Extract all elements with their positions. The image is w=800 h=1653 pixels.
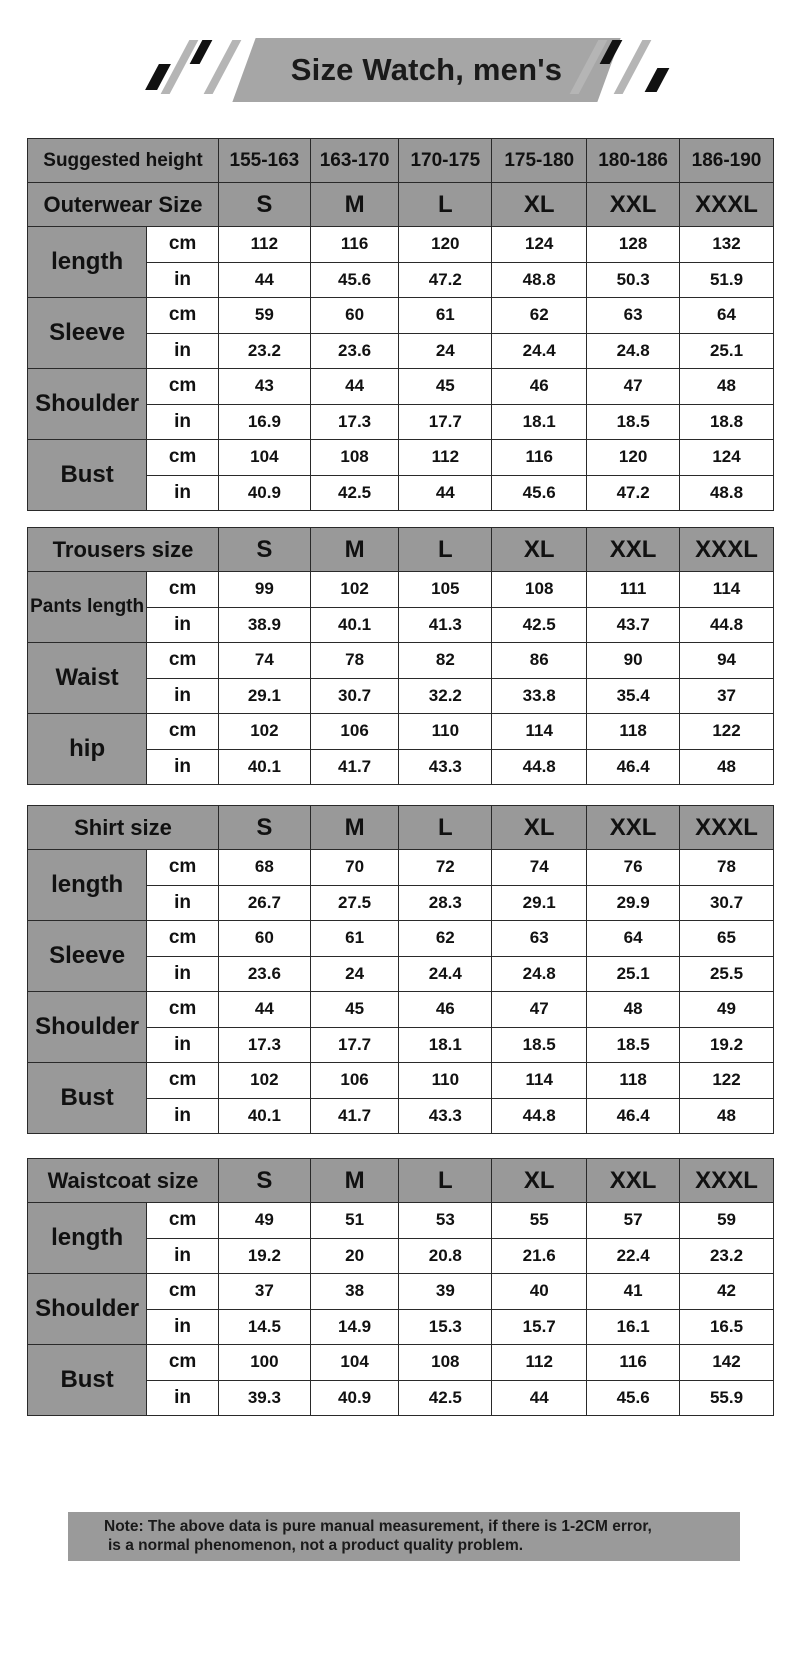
measure-value: 38: [310, 1274, 399, 1310]
measure-value: 18.5: [587, 404, 680, 440]
measure-value: 46: [399, 992, 492, 1028]
size-label: S: [218, 1159, 310, 1203]
measure-value: 49: [680, 992, 774, 1028]
measure-value: 116: [587, 1345, 680, 1381]
table-row: [28, 1063, 774, 1099]
measure-value: 99: [218, 572, 310, 608]
measure-value: 59: [218, 298, 310, 334]
measure-value: 53: [399, 1203, 492, 1239]
measure-value: 94: [680, 643, 774, 679]
size-label: S: [218, 806, 310, 850]
measure-value: 55: [492, 1203, 587, 1239]
height-label: Suggested height: [28, 139, 219, 183]
measure-value: 44: [218, 992, 310, 1028]
measure-value: 40: [492, 1274, 587, 1310]
size-label: XXL: [587, 183, 680, 227]
table-row: [28, 369, 774, 405]
measure-value: 32.2: [399, 678, 492, 714]
measure-value: 23.6: [218, 956, 310, 992]
size-header-row: [28, 1159, 774, 1203]
table-row: [28, 1345, 774, 1381]
measure-value: 108: [399, 1345, 492, 1381]
measure-value: 114: [492, 1063, 587, 1099]
measure-value: 110: [399, 1063, 492, 1099]
measure-value: 48: [680, 749, 774, 785]
section-title: Waistcoat size: [28, 1159, 219, 1203]
unit-label: cm: [147, 1345, 219, 1381]
measure-value: 41: [587, 1274, 680, 1310]
measure-value: 41.7: [310, 749, 399, 785]
size-label: M: [310, 1159, 399, 1203]
measure-value: 70: [310, 850, 399, 886]
unit-label: in: [147, 1098, 219, 1134]
size-label: XXL: [587, 1159, 680, 1203]
section-title: Outerwear Size: [28, 183, 219, 227]
measure-value: 47: [587, 369, 680, 405]
unit-label: in: [147, 678, 219, 714]
measure-name: Sleeve: [28, 921, 147, 992]
measure-value: 41.7: [310, 1098, 399, 1134]
measure-value: 37: [680, 678, 774, 714]
unit-label: in: [147, 1027, 219, 1063]
measure-value: 45: [310, 992, 399, 1028]
table-row: [28, 643, 774, 679]
measure-value: 100: [218, 1345, 310, 1381]
unit-label: in: [147, 956, 219, 992]
measure-value: 40.9: [218, 475, 310, 511]
measure-value: 28.3: [399, 885, 492, 921]
measure-value: 27.5: [310, 885, 399, 921]
table-row: [28, 850, 774, 886]
size-label: S: [218, 528, 310, 572]
note-line-1: Note: The above data is pure manual measurement, if there is 1-2CM error,: [104, 1518, 652, 1535]
measure-name: length: [28, 850, 147, 921]
measure-value: 102: [310, 572, 399, 608]
measure-value: 17.3: [218, 1027, 310, 1063]
measure-value: 46.4: [587, 749, 680, 785]
height-range: 186-190: [680, 139, 774, 183]
measure-value: 44.8: [680, 607, 774, 643]
measure-value: 104: [310, 1345, 399, 1381]
size-label: L: [399, 528, 492, 572]
measure-value: 47: [492, 992, 587, 1028]
height-range: 175-180: [492, 139, 587, 183]
measure-value: 78: [680, 850, 774, 886]
unit-label: in: [147, 333, 219, 369]
table-row: [28, 440, 774, 476]
measure-value: 118: [587, 1063, 680, 1099]
measure-value: 122: [680, 714, 774, 750]
measure-value: 18.1: [399, 1027, 492, 1063]
measure-value: 17.3: [310, 404, 399, 440]
measure-value: 108: [310, 440, 399, 476]
size-label: XXXL: [680, 528, 774, 572]
measure-value: 45.6: [587, 1380, 680, 1416]
measure-name: Pants length: [28, 572, 147, 643]
measure-value: 74: [218, 643, 310, 679]
banner-stripe-left: [204, 40, 242, 94]
measure-value: 60: [310, 298, 399, 334]
measure-value: 68: [218, 850, 310, 886]
unit-label: cm: [147, 227, 219, 263]
measure-value: 42.5: [399, 1380, 492, 1416]
measure-value: 78: [310, 643, 399, 679]
unit-label: in: [147, 885, 219, 921]
measure-value: 24: [399, 333, 492, 369]
measure-value: 118: [587, 714, 680, 750]
measure-value: 30.7: [310, 678, 399, 714]
measure-value: 120: [587, 440, 680, 476]
note-text: [104, 1517, 734, 1555]
unit-label: cm: [147, 1203, 219, 1239]
measure-value: 90: [587, 643, 680, 679]
unit-label: cm: [147, 714, 219, 750]
measure-value: 38.9: [218, 607, 310, 643]
measure-value: 57: [587, 1203, 680, 1239]
measure-value: 44: [218, 262, 310, 298]
size-label: M: [310, 528, 399, 572]
table-row: [28, 1203, 774, 1239]
measure-value: 124: [492, 227, 587, 263]
measure-value: 142: [680, 1345, 774, 1381]
measure-value: 112: [218, 227, 310, 263]
measure-value: 106: [310, 1063, 399, 1099]
unit-label: cm: [147, 992, 219, 1028]
measure-name: Sleeve: [28, 298, 147, 369]
size-label: XXXL: [680, 806, 774, 850]
page-title: Size Watch, men's: [290, 52, 563, 87]
measure-name: Shoulder: [28, 992, 147, 1063]
note-line-2: is a normal phenomenon, not a product quality problem.: [108, 1537, 524, 1554]
measure-value: 40.1: [310, 607, 399, 643]
measurement-note: [68, 1512, 740, 1561]
measure-value: 48.8: [492, 262, 587, 298]
measure-value: 64: [587, 921, 680, 957]
size-header-row: [28, 183, 774, 227]
measure-value: 43.7: [587, 607, 680, 643]
measure-value: 44.8: [492, 1098, 587, 1134]
measure-value: 23.2: [218, 333, 310, 369]
size-table: [27, 527, 774, 785]
measure-value: 120: [399, 227, 492, 263]
measure-value: 102: [218, 714, 310, 750]
size-label: XXXL: [680, 183, 774, 227]
size-label: XL: [492, 806, 587, 850]
measure-value: 132: [680, 227, 774, 263]
measure-name: length: [28, 1203, 147, 1274]
size-label: XL: [492, 1159, 587, 1203]
unit-label: in: [147, 262, 219, 298]
measure-value: 122: [680, 1063, 774, 1099]
measure-name: Bust: [28, 1063, 147, 1134]
measure-value: 20.8: [399, 1238, 492, 1274]
measure-value: 72: [399, 850, 492, 886]
section-title: Trousers size: [28, 528, 219, 572]
measure-value: 55.9: [680, 1380, 774, 1416]
measure-value: 106: [310, 714, 399, 750]
measure-value: 43: [218, 369, 310, 405]
measure-value: 24: [310, 956, 399, 992]
measure-value: 40.9: [310, 1380, 399, 1416]
height-range: 170-175: [399, 139, 492, 183]
measure-name: length: [28, 227, 147, 298]
size-label: M: [310, 183, 399, 227]
measure-value: 76: [587, 850, 680, 886]
measure-name: Bust: [28, 1345, 147, 1416]
measure-value: 40.1: [218, 749, 310, 785]
measure-value: 25.1: [680, 333, 774, 369]
measure-value: 82: [399, 643, 492, 679]
measure-value: 48.8: [680, 475, 774, 511]
unit-label: in: [147, 1309, 219, 1345]
size-header-row: [28, 806, 774, 850]
table-row: [28, 298, 774, 334]
measure-value: 26.7: [218, 885, 310, 921]
size-label: XL: [492, 528, 587, 572]
measure-value: 45.6: [492, 475, 587, 511]
unit-label: cm: [147, 921, 219, 957]
unit-label: in: [147, 1238, 219, 1274]
measure-value: 23.6: [310, 333, 399, 369]
measure-value: 35.4: [587, 678, 680, 714]
measure-value: 17.7: [310, 1027, 399, 1063]
unit-label: cm: [147, 1274, 219, 1310]
measure-value: 24.4: [492, 333, 587, 369]
height-row: [28, 139, 774, 183]
measure-value: 15.7: [492, 1309, 587, 1345]
measure-value: 50.3: [587, 262, 680, 298]
unit-label: cm: [147, 369, 219, 405]
measure-value: 16.1: [587, 1309, 680, 1345]
size-label: L: [399, 806, 492, 850]
measure-value: 51: [310, 1203, 399, 1239]
measure-value: 105: [399, 572, 492, 608]
measure-value: 114: [492, 714, 587, 750]
measure-value: 19.2: [680, 1027, 774, 1063]
measure-value: 102: [218, 1063, 310, 1099]
measure-value: 43.3: [399, 749, 492, 785]
measure-value: 44: [310, 369, 399, 405]
measure-value: 48: [680, 369, 774, 405]
measure-name: hip: [28, 714, 147, 785]
measure-value: 19.2: [218, 1238, 310, 1274]
measure-value: 41.3: [399, 607, 492, 643]
measure-value: 63: [587, 298, 680, 334]
measure-value: 17.7: [399, 404, 492, 440]
banner-stripe-right: [614, 40, 652, 94]
measure-value: 18.1: [492, 404, 587, 440]
height-range: 180-186: [587, 139, 680, 183]
measure-value: 47.2: [399, 262, 492, 298]
height-range: 163-170: [310, 139, 399, 183]
measure-value: 37: [218, 1274, 310, 1310]
measure-value: 61: [399, 298, 492, 334]
size-label: XXL: [587, 528, 680, 572]
measure-value: 46: [492, 369, 587, 405]
measure-value: 48: [680, 1098, 774, 1134]
unit-label: cm: [147, 572, 219, 608]
measure-value: 20: [310, 1238, 399, 1274]
measure-value: 45: [399, 369, 492, 405]
measure-value: 112: [399, 440, 492, 476]
height-range: 155-163: [218, 139, 310, 183]
measure-value: 124: [680, 440, 774, 476]
measure-value: 15.3: [399, 1309, 492, 1345]
measure-value: 21.6: [492, 1238, 587, 1274]
measure-value: 44: [399, 475, 492, 511]
size-header-row: [28, 528, 774, 572]
table-row: [28, 1274, 774, 1310]
measure-value: 29.1: [492, 885, 587, 921]
measure-value: 116: [310, 227, 399, 263]
table-row: [28, 921, 774, 957]
measure-value: 43.3: [399, 1098, 492, 1134]
size-label: L: [399, 1159, 492, 1203]
size-label: S: [218, 183, 310, 227]
measure-value: 14.9: [310, 1309, 399, 1345]
measure-value: 44: [492, 1380, 587, 1416]
measure-value: 39: [399, 1274, 492, 1310]
measure-value: 74: [492, 850, 587, 886]
measure-name: Shoulder: [28, 369, 147, 440]
measure-value: 24.8: [587, 333, 680, 369]
section-title: Shirt size: [28, 806, 219, 850]
measure-value: 64: [680, 298, 774, 334]
measure-value: 16.9: [218, 404, 310, 440]
unit-label: cm: [147, 1063, 219, 1099]
measure-value: 40.1: [218, 1098, 310, 1134]
measure-value: 60: [218, 921, 310, 957]
unit-label: cm: [147, 440, 219, 476]
measure-name: Waist: [28, 643, 147, 714]
measure-value: 42: [680, 1274, 774, 1310]
measure-value: 128: [587, 227, 680, 263]
table-row: [28, 714, 774, 750]
measure-value: 46.4: [587, 1098, 680, 1134]
measure-value: 18.5: [492, 1027, 587, 1063]
measure-value: 51.9: [680, 262, 774, 298]
size-label: XL: [492, 183, 587, 227]
measure-value: 49: [218, 1203, 310, 1239]
measure-value: 42.5: [310, 475, 399, 511]
measure-value: 111: [587, 572, 680, 608]
measure-value: 42.5: [492, 607, 587, 643]
size-label: XXXL: [680, 1159, 774, 1203]
unit-label: in: [147, 749, 219, 785]
unit-label: in: [147, 607, 219, 643]
measure-value: 29.1: [218, 678, 310, 714]
measure-value: 16.5: [680, 1309, 774, 1345]
measure-name: Bust: [28, 440, 147, 511]
measure-value: 61: [310, 921, 399, 957]
size-label: M: [310, 806, 399, 850]
measure-value: 22.4: [587, 1238, 680, 1274]
title-banner: [0, 30, 800, 105]
measure-value: 114: [680, 572, 774, 608]
measure-value: 24.4: [399, 956, 492, 992]
measure-value: 65: [680, 921, 774, 957]
measure-name: Shoulder: [28, 1274, 147, 1345]
banner-stripe-right: [645, 68, 670, 92]
measure-value: 30.7: [680, 885, 774, 921]
measure-value: 18.5: [587, 1027, 680, 1063]
table-row: [28, 992, 774, 1028]
measure-value: 62: [492, 298, 587, 334]
unit-label: in: [147, 475, 219, 511]
unit-label: cm: [147, 850, 219, 886]
measure-value: 59: [680, 1203, 774, 1239]
measure-value: 45.6: [310, 262, 399, 298]
size-label: L: [399, 183, 492, 227]
size-table: [27, 805, 774, 1134]
size-label: XXL: [587, 806, 680, 850]
measure-value: 48: [587, 992, 680, 1028]
measure-value: 33.8: [492, 678, 587, 714]
measure-value: 18.8: [680, 404, 774, 440]
measure-value: 14.5: [218, 1309, 310, 1345]
measure-value: 29.9: [587, 885, 680, 921]
size-table: [27, 1158, 774, 1416]
measure-value: 25.1: [587, 956, 680, 992]
size-table: [27, 138, 774, 511]
unit-label: cm: [147, 298, 219, 334]
measure-value: 25.5: [680, 956, 774, 992]
unit-label: in: [147, 404, 219, 440]
unit-label: cm: [147, 643, 219, 679]
table-row: [28, 572, 774, 608]
measure-value: 116: [492, 440, 587, 476]
unit-label: in: [147, 1380, 219, 1416]
measure-value: 24.8: [492, 956, 587, 992]
measure-value: 104: [218, 440, 310, 476]
measure-value: 62: [399, 921, 492, 957]
measure-value: 23.2: [680, 1238, 774, 1274]
measure-value: 112: [492, 1345, 587, 1381]
table-row: [28, 227, 774, 263]
measure-value: 86: [492, 643, 587, 679]
measure-value: 108: [492, 572, 587, 608]
measure-value: 110: [399, 714, 492, 750]
measure-value: 44.8: [492, 749, 587, 785]
measure-value: 39.3: [218, 1380, 310, 1416]
measure-value: 63: [492, 921, 587, 957]
measure-value: 47.2: [587, 475, 680, 511]
